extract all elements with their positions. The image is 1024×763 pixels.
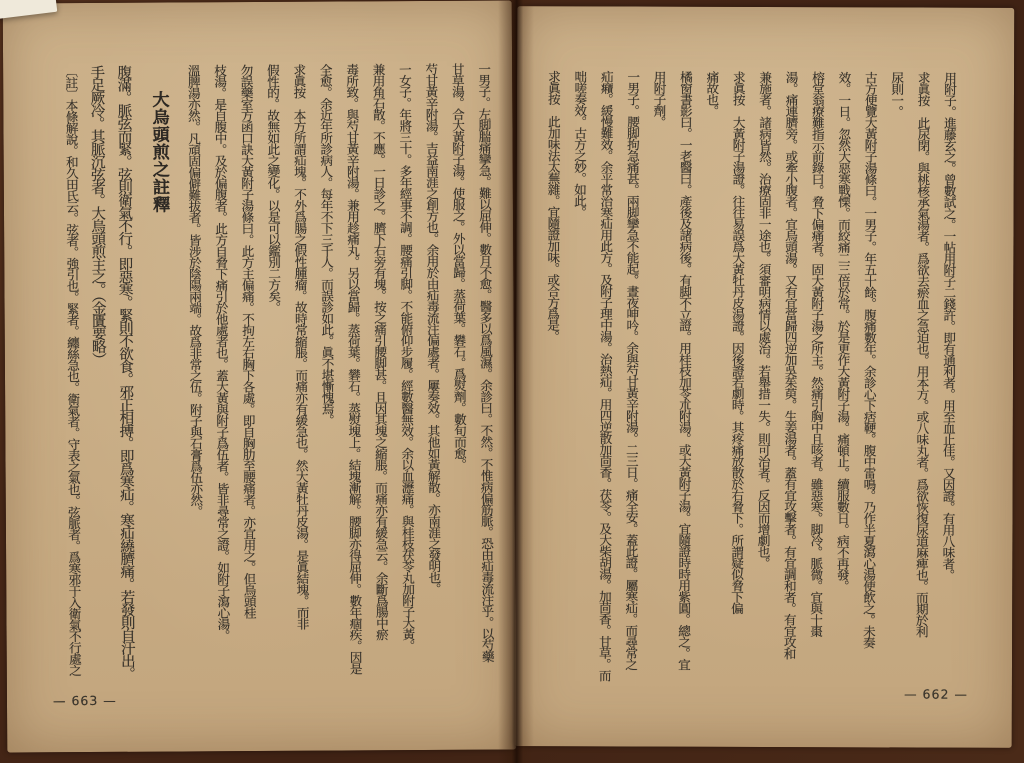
text-column: 一男子。腰脚拘急痛甚。兩脚攣急不能起。晝夜呻吟。余與芍甘黃辛附湯。二三日。痛全安。蓋此證。屬寒疝。而尋常之 (623, 70, 641, 670)
text-column: 求眞按 此尿閉。與桃核承氣湯者。爲欲去瘀血之急迫也。用本方。或八味丸者。爲欲恢復尿道麻痺也。而期於利 (913, 71, 931, 637)
text-column: 手足厥冷。其脈沉弦者。大烏頭煎主之。（金匱要略） (88, 64, 108, 365)
text-column: 古方便覽大黃附子湯條曰。一男子。年五十餘。腹痛數年。余診心下痞鞕。腹中雷鳴。乃作半夏瀉心湯使飲之。未奏 (860, 71, 878, 648)
right-page (515, 6, 1015, 748)
left-page (3, 0, 517, 752)
left-page-text (57, 63, 500, 721)
text-column: 甘草湯。合大黃附子湯。使服之。外以當歸。蒸荷葉。礬石。爲熨劑。數旬而愈。 (449, 62, 468, 470)
text-column: 兼用角石散。不應。一日診之。臍下右旁有塊。按之痛引腰脚甚。且因其塊之縮脹。而痛亦有緩急云。余斷爲腸中瘀 (370, 63, 389, 640)
text-column: 榕堂翁療難指示前錄曰。脅下偏痛者。固大黃附子湯之所主。然痛引胸中且咳者。雖惡寒。脚冷。脈微。宜與十棗 (808, 71, 826, 637)
text-column: 枝湯。是自腹中。及於偏腹者。此方自脅下痛引於他處者也。蓋大黃與附子爲伍者。皆非尋常之證。如附子瀉心湯。 (212, 64, 231, 641)
text-column: 求眞按 本方所謂疝塊。不外爲腸之假性腫瘤。故時常縮脹。而痛亦有緩急也。然大黃牡丹皮湯。是眞結塊。而非 (291, 63, 310, 629)
text-column: 腹滿。脈弦而緊。弦則衛氣不行。即惡寒。緊則不欲食。邪正相搏。即爲寒疝。寒疝繞臍痛。若發則自汗出。 (115, 64, 136, 680)
text-column: 一女子。年將三十。多年經事不調。腰痛引脚。不能俯仰步履。經數醫無效。余以血瀝痛。與桂枝茯苓丸加附子大黃。 (396, 63, 416, 651)
text-column: 假性的。故無如此之變化。以是可以鑑別二方矣。 (264, 63, 282, 313)
text-column: 咄嗟奏效。古方之妙。如此。 (571, 70, 588, 218)
text-column: 兼施者。諸病皆然。治療固非一途也。須審明病情以處治。若舉措一失。則可治者。反因而增劇也。 (755, 70, 773, 569)
text-column: 芍甘黃辛附湯。吉益南涯之創方也。余用於由疝毒流注偏處者。屢奏效。其他如黃解散。亦南涯之發明也。 (423, 62, 442, 595)
text-column: 一男子。左脚腨痛攣急。難以屈伸。數月不愈。醫多以爲風濕。余診曰。不然。不惟病偏筋脈。恐由疝毒流注乎。以芍藥 (476, 62, 495, 662)
text-column: 用附子劑。 (651, 70, 667, 128)
section-heading: 大烏頭煎之註釋 (148, 90, 170, 214)
text-column: 橘窗書影曰。一老醫曰。產後及諸病後。有脚不立證。用桂枝加苓朮附湯。或大黃附子湯。宜隨證時時用紫圓。總之。宜 (675, 70, 694, 670)
text-column: 疝癪。緩慢難效。余平常治寒疝用此方。及附子理中湯。治熱疝。用四逆散加茴香。茯苓。及大柴胡湯。加茴香。甘草。而 (596, 70, 614, 681)
text-column: 痛故也。 (704, 70, 720, 117)
text-column: 勿誤藥室方函口訣大黃附子湯條曰。此方主偏痛。不拘左右胸下各處。即自胸肋至腰痛者。亦宜用之。但烏頭桂 (238, 64, 257, 618)
text-column: 溫脾湯亦然。凡頑固偏僻難拔者。皆涉於陰陽兩端。故爲非常之伍。附子與石膏爲伍亦然。 (185, 64, 204, 517)
text-column: 求眞按 大黃附子湯證。往往易誤爲大黃牡丹皮湯證。因後證若劇時。其疼痛放散於右脅下。所謂疑似脅下偏 (728, 70, 746, 614)
page-number-right: — 662 — (904, 686, 968, 702)
text-column: 用附子。進藤玄之。曾數試之。一帖用附子二錢許。即有通利者。用至血止佳。又因證。有用八味者。 (940, 71, 958, 581)
text-column: 〔註〕本條解說。和久田氏云。弦者。強引也。緊者。纏絲急也。衛氣者。守表之氣也。弦脈者。爲寒邪干入衛氣不行處之 (63, 65, 82, 676)
text-column: 全愈。余近年所診病人。每年不下三千人。而誤診如此。眞不堪慚愧焉。 (317, 63, 335, 426)
text-column: 毒所致。與芍甘黃辛附湯。兼用趁痛丸。另以當歸。蒸荷葉。礬石。蒸熨塊上。結塊漸解。腰脚亦得屈伸。數年痼疾。因是 (344, 63, 363, 674)
text-column: 尿則一。 (889, 71, 905, 117)
page-number-left: — 663 — (52, 692, 117, 709)
text-column: 效。一日。忽然大惡寒戰慄。而絞痛二三倍於常。於是更作大黃附子湯。痛頓止。續服數日。病不再發。 (834, 71, 852, 592)
text-column: 求眞按 此加味法太蕪雜。宜隨證加味。或合方爲是。 (545, 70, 561, 342)
text-column: 湯。痛連臍旁。或牽小腹者。宜烏頭湯。又有宜當歸四逆加吳茱萸。生姜湯者。蓋有宜攻擊者。有宜調和者。有宜攻和 (781, 71, 799, 659)
right-page-text (537, 70, 962, 719)
